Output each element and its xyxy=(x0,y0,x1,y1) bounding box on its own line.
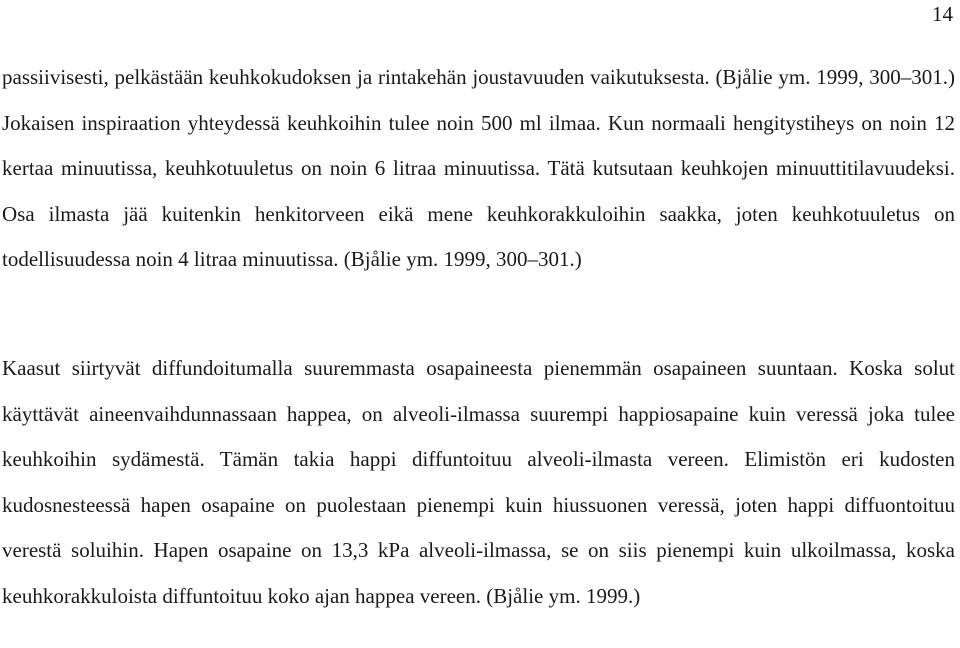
body-paragraph-1: passiivisesti, pelkästään keuhkokudoksen ja rintakehän joustavuuden vaikutuksesta. (Bjålie ym. 1999, 300–301.) Jokaisen inspiraation yhteydessä keuhkoihin tulee noin 500 ml ilmaa. Kun normaali hengitystiheys on noin 12 kertaa minuutissa, keuhkotuuletus on noin 6 litraa minuutissa. Tätä kutsutaan keuhkojen minuuttitilavuudeksi. Osa ilmasta jää kuitenkin henkitorveen eikä mene keuhkorakkuloihin saakka, joten keuhkotuuletus on todellisuudessa noin 4 litraa minuutissa. (Bjålie ym. 1999, 300–301.) xyxy=(2,65,955,272)
body-paragraph-2: Kaasut siirtyvät diffundoitumalla suuremmasta osapaineesta pienemmän osapaineen suuntaan. Koska solut käyttävät aineenvaihdunnassaan happea, on alveoli-ilmassa suurempi happiosapaine kuin veressä joka tulee keuhkoihin sydämestä. Tämän takia happi diffuntoituu alveoli-ilmasta vereen. Elimistön eri kudosten kudosnesteessä hapen osapaine on puolestaan pienempi kuin hiussuonen veressä, joten happi diffuontoituu verestä soluihin. Hapen osapaine on 13,3 kPa alveoli-ilmassa, se on siis pienempi kuin ulkoilmassa, koska keuhkorakkuloista diffuntoituu koko ajan happea vereen. (Bjålie ym. 1999.) xyxy=(2,356,955,608)
page-number: 14 xyxy=(932,2,953,26)
